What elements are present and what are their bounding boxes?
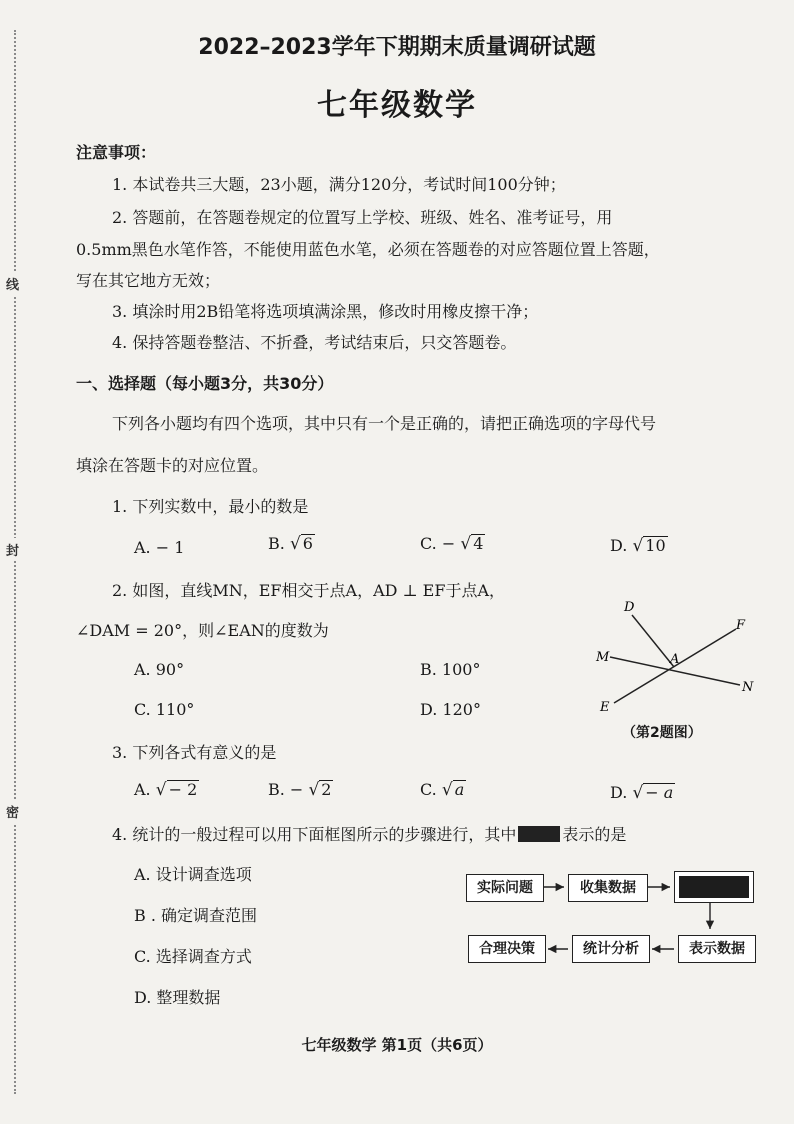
q4-stem [112, 822, 626, 845]
page-footer: 七年级数学 第1页（共6页） [301, 1036, 493, 1054]
margin-mark-xian: 线 [6, 272, 19, 295]
q1-c-label: C. − [420, 534, 456, 553]
section-intro-2: 填涂在答题卡的对应位置。 [76, 456, 269, 475]
q3-c-label: C. [420, 780, 437, 799]
subject-title: 七年级数学 [317, 88, 477, 123]
label-A: A [670, 652, 680, 667]
q3-c-radicand: a [454, 780, 465, 799]
flow-box-represent-data: 表示数据 [678, 935, 756, 963]
label-F: F [736, 618, 746, 633]
q2-option-a: A. 90° [134, 660, 185, 679]
section-intro-1: 下列各小题均有四个选项，其中只有一个是正确的，请把正确选项的字母代号 [112, 414, 657, 433]
q3-stem: 3. 下列各式有意义的是 [112, 743, 277, 762]
q1-b-radicand: 6 [302, 534, 313, 553]
q1-c-radicand: 4 [473, 534, 484, 553]
q2-stem-2: ∠DAM = 20°，则∠EAN的度数为 [76, 621, 329, 640]
q3-option-b: B. − √ 2 [268, 780, 332, 800]
q2-geometry-figure [590, 595, 780, 715]
section-heading: 一、选择题（每小题3分，共30分） [76, 374, 334, 393]
q4-option-b: B . 确定调查范围 [134, 906, 258, 925]
q2-stem-1: 2. 如图，直线MN，EF相交于点A，AD ⊥ EF于点A， [112, 581, 506, 600]
q3-b-radicand: 2 [321, 780, 332, 799]
q1-option-c: C. − √ 4 [420, 534, 484, 554]
label-E: E [600, 700, 610, 715]
q4-option-c: C. 选择调查方式 [134, 947, 252, 966]
label-D: D [624, 600, 635, 615]
exam-title: 2022–2023学年下期期末质量调研试题 [198, 35, 596, 60]
q1-option-a: A. − 1 [134, 538, 185, 557]
notice-line-2: 2. 答题前，在答题卷规定的位置写上学校、班级、姓名、准考证号，用 [112, 208, 613, 227]
flow-box-reasonable-decision: 合理决策 [468, 935, 546, 963]
q3-option-a: A. √ − 2 [134, 780, 198, 800]
q2-figure-caption: （第2题图） [622, 725, 702, 741]
q3-d-radicand: − a [645, 783, 674, 802]
flow-box-actual-problem: 实际问题 [466, 874, 544, 902]
q2-option-c: C. 110° [134, 700, 195, 719]
statistics-flowchart [460, 865, 760, 975]
flow-box-collect-data: 收集数据 [568, 874, 648, 902]
ray-AD [632, 615, 674, 667]
q3-d-label: D. [610, 783, 628, 802]
q4-option-a: A. 设计调查选项 [134, 865, 252, 884]
notice-line-4: 写在其它地方无效； [76, 271, 221, 290]
q4-option-d: D. 整理数据 [134, 988, 221, 1007]
label-M: M [596, 650, 610, 665]
flow-box-hidden-fill [679, 876, 749, 898]
notice-line-6: 4. 保持答题卷整洁、不折叠，考试结束后，只交答题卷。 [112, 333, 517, 352]
q2-option-b: B. 100° [420, 660, 481, 679]
q3-b-label: B. − [268, 780, 304, 799]
margin-mark-feng: 封 [6, 538, 19, 561]
margin-mark-mi: 密 [6, 800, 19, 823]
q1-d-radicand: 10 [645, 536, 666, 555]
notice-line-3: 0.5mm黑色水笔作答，不能使用蓝色水笔，必须在答题卷的对应答题位置上答题， [76, 240, 660, 259]
q4-stem-before: 4. 统计的一般过程可以用下面框图所示的步骤进行，其中 [112, 825, 517, 844]
q2-option-d: D. 120° [420, 700, 481, 719]
q4-stem-after: 表示的是 [562, 825, 627, 844]
flow-box-hidden [674, 871, 754, 903]
notice-line-5: 3. 填涂时用2B铅笔将选项填满涂黑，修改时用橡皮擦干净； [112, 302, 539, 321]
q1-b-label: B. [268, 534, 285, 553]
q1-stem: 1. 下列实数中，最小的数是 [112, 497, 309, 516]
label-N: N [742, 680, 754, 695]
notice-heading: 注意事项： [76, 143, 157, 162]
binding-dotted-line [14, 30, 17, 1094]
q3-option-c: C. √ a [420, 780, 465, 800]
flow-box-statistical-analysis: 统计分析 [572, 935, 650, 963]
q1-option-d: D. √ 10 [610, 536, 666, 556]
blacked-out-box [518, 826, 560, 842]
q1-option-b: B. √ 6 [268, 534, 313, 554]
q3-a-label: A. [134, 780, 151, 799]
q1-d-label: D. [610, 536, 628, 555]
notice-line-1: 1. 本试卷共三大题，23小题，满分120分，考试时间100分钟； [112, 175, 566, 194]
q3-option-d: D. √ − a [610, 783, 674, 803]
q3-a-radicand: − 2 [168, 780, 198, 799]
